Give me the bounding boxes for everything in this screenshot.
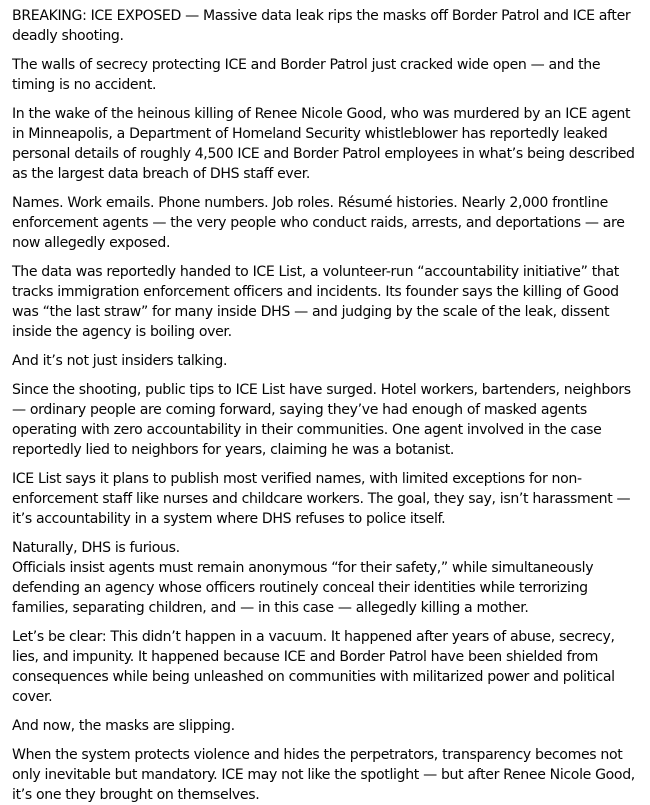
post-paragraph: And now, the masks are slipping. — [12, 718, 235, 734]
post-paragraph: And it’s not just insiders talking. — [12, 353, 228, 369]
post-paragraph: The walls of secrecy protecting ICE and Border Patrol just cracked wide open — and the timing is no accident. — [12, 57, 601, 93]
post-paragraph: When the system protects violence and hides the perpetrators, transparency becomes not only inevitable but mandatory. ICE may not like the spotlight — but after Renee Nicole Good, it’s one they brought on themselves. — [12, 747, 635, 803]
post-paragraph: Let’s be clear: This didn’t happen in a vacuum. It happened after years of abuse, secrecy, lies, and impunity. It happened because ICE and Border Patrol have been shielded from consequences while being unleashed on communities with militarized power and political cover. — [12, 629, 615, 705]
post-paragraph: Names. Work emails. Phone numbers. Job roles. Résumé histories. Nearly 2,000 frontline enforcement agents — the very people who conduct raids, arrests, and deportations — are now allegedly exposed. — [12, 195, 625, 251]
post-paragraph: ICE List says it plans to publish most verified names, with limited exceptions for non-enforcement staff like nurses and childcare workers. The goal, they say, isn’t harassment — it’s accountability in a system where DHS refuses to police itself. — [12, 471, 631, 527]
post-paragraph: The data was reportedly handed to ICE List, a volunteer-run “accountability initiative” that tracks immigration enforcement officers and incidents. Its founder says the killing of Good was “the last straw” for many inside DHS — and judging by the scale of the leak, dissent inside the agency is boiling over. — [12, 264, 619, 340]
post-paragraph: Since the shooting, public tips to ICE List have surged. Hotel workers, bartenders, neighbors — ordinary people are coming forward, saying they’ve had enough of masked agents operating with zero accountability in their communities. One agent involved in the case reportedly lied to neighbors for years, claiming he was a botanist. — [12, 382, 631, 458]
post-paragraph: In the wake of the heinous killing of Renee Nicole Good, who was murdered by an ICE agent in Minneapolis, a Department of Homeland Security whistleblower has reportedly leaked personal details of roughly 4,500 ICE and Border Patrol employees in what’s being described as the largest data breach of DHS staff ever. — [12, 106, 635, 182]
post-paragraph: Naturally, DHS is furious. — [12, 540, 180, 556]
post-headline: BREAKING: ICE EXPOSED — Massive data leak rips the masks off Border Patrol and ICE after deadly shooting. — [12, 8, 631, 44]
post-paragraph: Officials insist agents must remain anonymous “for their safety,” while simultaneously defending an agency whose officers routinely conceal their identities while terrorizing families, separating children, and — in this case — allegedly killing a mother. — [12, 560, 594, 616]
